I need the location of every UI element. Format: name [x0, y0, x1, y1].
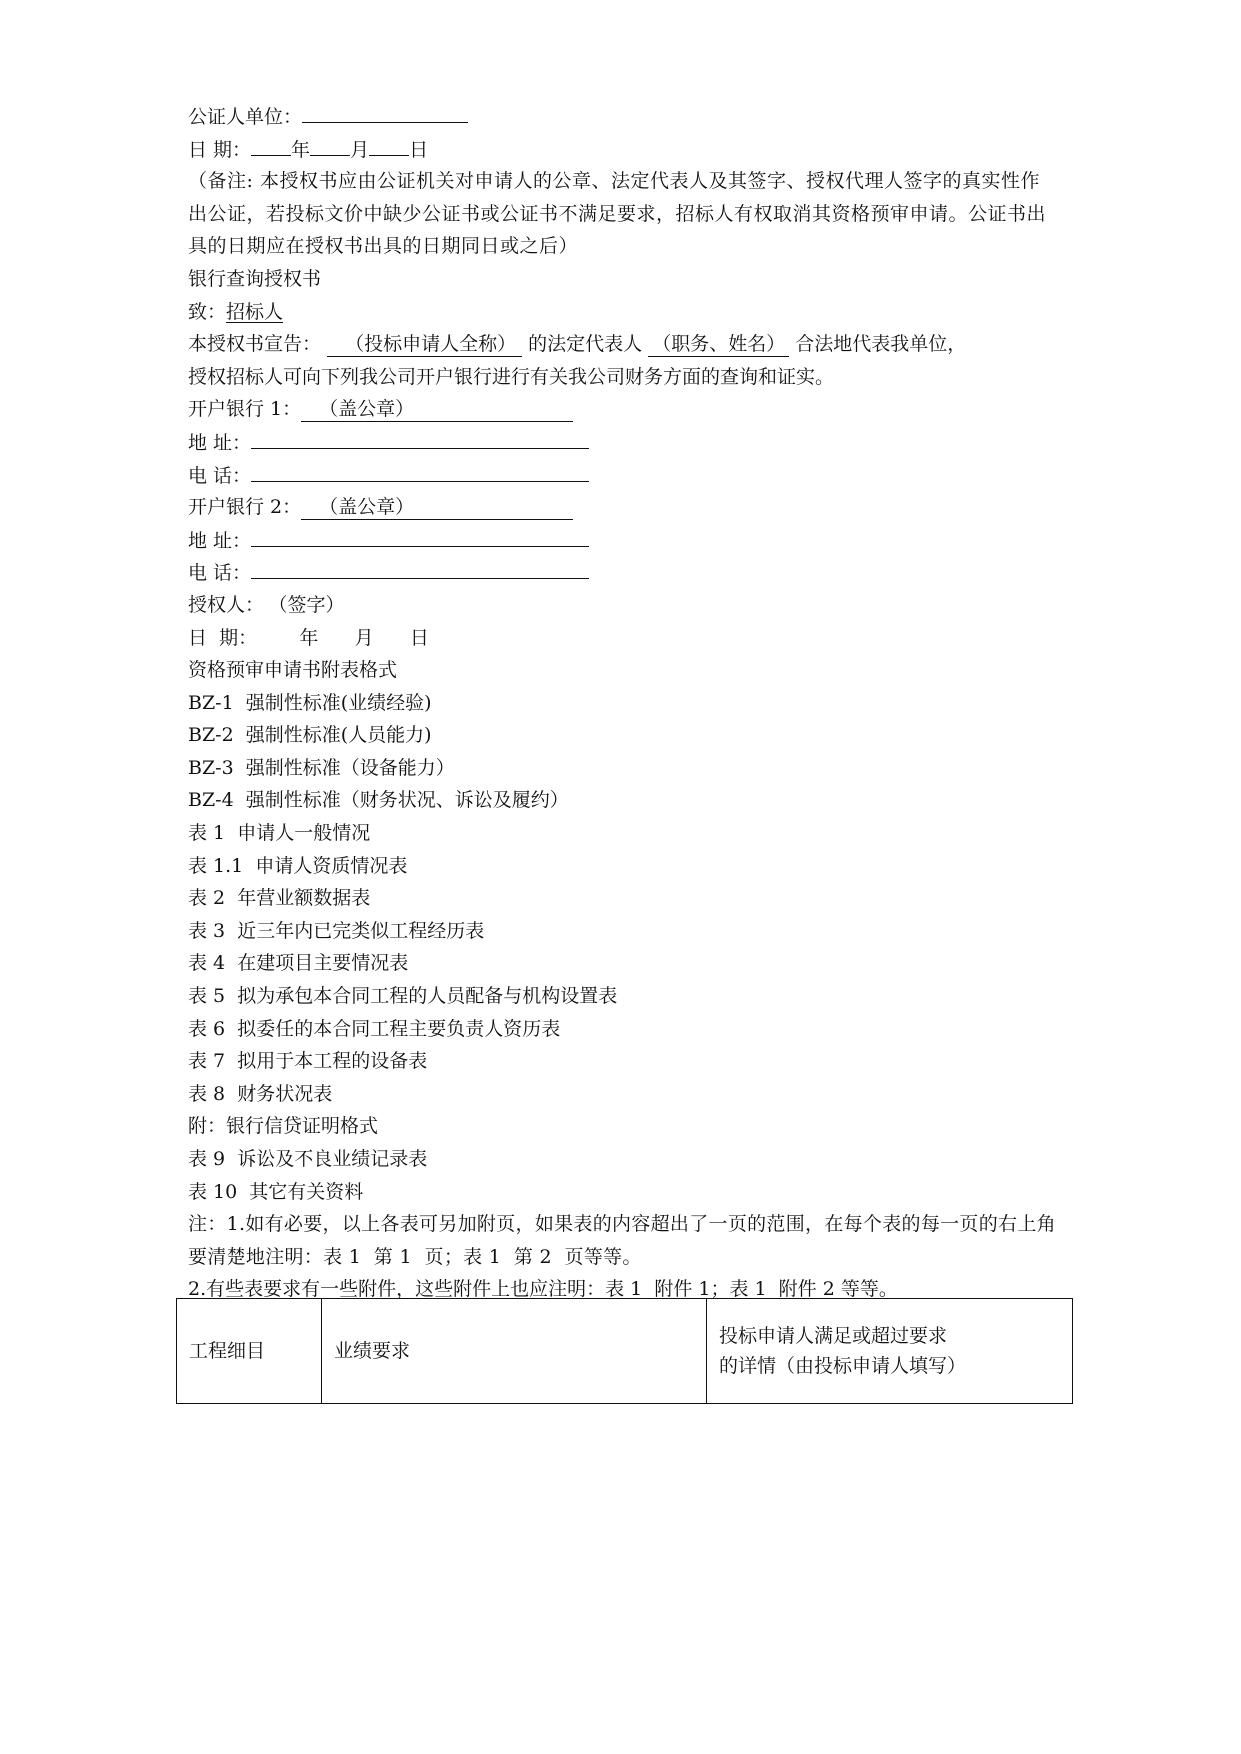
bank2-phone-line: [188, 556, 1058, 589]
representative-text: 的法定代表人: [528, 333, 643, 356]
annex-item: BZ-2 强制性标准(人员能力): [188, 724, 432, 747]
annex-item: 表 6 拟委任的本合同工程主要负责人资历表: [188, 1017, 561, 1040]
notary-unit-line: [188, 100, 1058, 133]
bank2-phone-blank: [251, 556, 589, 579]
bank1-address-blank: [251, 426, 589, 449]
signature-field: （签字）: [278, 593, 345, 616]
bank2-line: [188, 491, 1058, 524]
bank-auth-title: 银行查询授权书: [188, 267, 322, 290]
declaration-line: [188, 328, 1058, 361]
position-name-field: （职务、姓名）: [648, 332, 789, 357]
bank1-address-label: 地 址：: [188, 431, 252, 454]
bank1-phone-label: 电 话：: [188, 464, 252, 487]
bank1-line: [188, 393, 1058, 426]
annex-item: 表 10 其它有关资料: [188, 1180, 364, 1203]
notary-date-line: [188, 133, 1058, 166]
addressee-label: 致：: [188, 300, 227, 323]
annex-item: 表 1 申请人一般情况: [188, 822, 371, 845]
notary-date-label: 日 期：: [188, 138, 252, 161]
bank2-address-blank: [251, 524, 589, 547]
details-line-2: 的详情（由投标申请人填写）: [719, 1355, 967, 1377]
requirements-table: [176, 1298, 1073, 1404]
table-cell-details: [707, 1299, 1073, 1404]
bank2-address-label: 地 址：: [188, 529, 252, 552]
year-label: 年: [291, 138, 311, 161]
authorizer-line: [188, 589, 1058, 622]
document-page: [188, 100, 1058, 1306]
annex-item: 表 5 拟为承包本合同工程的人员配备与机构设置表: [188, 985, 618, 1008]
annex-item: 表 7 拟用于本工程的设备表: [188, 1050, 428, 1073]
bank1-phone-blank: [251, 459, 589, 482]
month-label: 月: [350, 138, 370, 161]
notary-remark: （备注: 本授权书应由公证机关对申请人的公章、法定代表人及其签字、授权代理人签字的真实性作出公证，若投标文价中缺少公证书或公证书不满足要求，招标人有权取消其资格预审申请。公证书出具的日期应在授权书出具的日期同日或之后）: [188, 170, 1047, 258]
bank1-label: 开户银行 1：: [188, 398, 302, 421]
bank1-address-line: [188, 426, 1058, 459]
annex-item: 表 9 诉讼及不良业绩记录表: [188, 1148, 428, 1170]
table-cell-item: 工程细目: [177, 1299, 322, 1404]
applicant-name-field: （投标申请人全称）: [327, 332, 522, 357]
annex-item: 表 2 年营业额数据表: [188, 887, 371, 910]
annex-title: 资格预审申请书附表格式: [188, 659, 398, 682]
annex-item: 表 3 近三年内已完类似工程经历表: [188, 919, 485, 942]
table-row: [177, 1299, 1073, 1404]
declaration-prefix: 本授权书宣告：: [188, 333, 322, 356]
authorizer-label: 授权人：: [188, 593, 265, 616]
bank1-seal-field: （盖公章）: [301, 397, 573, 422]
annex-item: 附：银行信贷证明格式: [188, 1115, 379, 1138]
bank2-address-line: [188, 524, 1058, 557]
notary-unit-blank: [302, 100, 468, 123]
authorization-date-line: 日 期： 年 月 日: [188, 626, 429, 649]
day-label: 日: [409, 138, 429, 161]
declaration-suffix: 合法地代表我单位，: [795, 333, 967, 356]
year-blank: [251, 133, 291, 156]
annex-item: 表 1.1 申请人资质情况表: [188, 854, 408, 877]
declaration-line-2: 授权招标人可向下列我公司开户银行进行有关我公司财务方面的查询和证实。: [188, 365, 835, 388]
bank2-label: 开户银行 2：: [188, 496, 302, 519]
note-2: 2.有些表要求有一些附件，这些附件上也应注明：表 1 附件 1；表 1 附件 2 等等。: [188, 1278, 898, 1301]
details-line-1: 投标申请人满足或超过要求: [719, 1325, 948, 1347]
bank1-phone-line: [188, 459, 1058, 492]
annex-item: 表 8 财务状况表: [188, 1082, 333, 1105]
annex-item: BZ-4 强制性标准（财务状况、诉讼及履约）: [188, 789, 569, 812]
day-blank: [369, 133, 409, 156]
annex-item: 表 4 在建项目主要情况表: [188, 952, 409, 975]
annex-item: BZ-1 强制性标准(业绩经验): [188, 691, 432, 714]
addressee-value: 招标人: [226, 300, 284, 323]
annex-item: BZ-3 强制性标准（设备能力）: [188, 756, 455, 779]
month-blank: [310, 133, 350, 156]
notary-unit-label: 公证人单位：: [188, 106, 303, 128]
bank2-seal-field: （盖公章）: [301, 495, 573, 520]
note-1: 注：1.如有必要，以上各表可另加附页，如果表的内容超出了一页的范围，在每个表的每一页的右上角要清楚地注明：表 1 第 1 页；表 1 第 2 页等等。: [188, 1213, 1056, 1268]
table-cell-requirement: 业绩要求: [322, 1299, 707, 1404]
bank2-phone-label: 电 话：: [188, 562, 252, 585]
addressee-line: [188, 296, 1058, 329]
